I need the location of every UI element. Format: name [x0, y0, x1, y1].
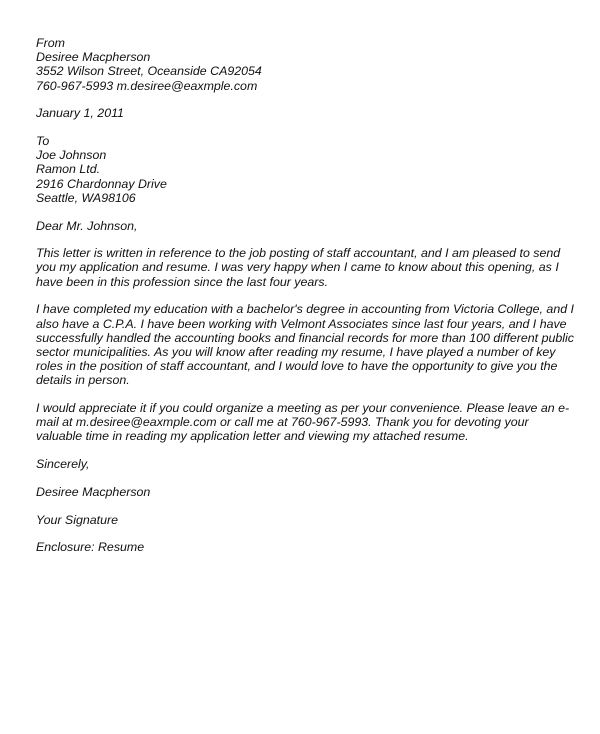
- body-paragraph-2: [36, 302, 576, 387]
- closing: Sincerely,: [36, 457, 90, 472]
- paragraph-line: you my application and resume. I was very happy when I came to know about this opening, as I: [36, 260, 559, 275]
- recipient-block: [36, 134, 576, 205]
- paragraph-line: I have completed my education with a bachelor's degree in accounting from Victoria College, and I: [36, 302, 574, 317]
- signature-block: [36, 513, 576, 527]
- paragraph-line: roles in the position of staff accountant, and I would love to have the opportunity to give you the: [36, 359, 558, 374]
- enclosure-block: [36, 540, 576, 554]
- letter-date: January 1, 2011: [36, 106, 124, 121]
- recipient-name: Joe Johnson: [36, 148, 107, 163]
- recipient-label: To: [36, 134, 50, 149]
- sender-block: [36, 36, 576, 93]
- paragraph-line: valuable time in reading my application letter and viewing my attached resume.: [36, 429, 469, 444]
- paragraph-line: successfully handled the accounting books and financial records for more than 100 different public: [36, 330, 574, 345]
- body-paragraph-3: [36, 401, 576, 444]
- sender-contact: 760-967-5993 m.desiree@eaxmple.com: [36, 78, 258, 93]
- salutation: Dear Mr. Johnson,: [36, 218, 138, 233]
- signer-name: Desiree Macpherson: [36, 484, 151, 499]
- paragraph-line: I would appreciate it if you could organize a meeting as per your convenience. Please leave an e-: [36, 401, 570, 416]
- sender-name: Desiree Macpherson: [36, 50, 151, 65]
- paragraph-line: have been in this profession since the last four years.: [36, 274, 329, 289]
- recipient-street: 2916 Chardonnay Drive: [36, 176, 167, 191]
- signature-placeholder: Your Signature: [36, 512, 118, 527]
- signer-block: [36, 485, 576, 499]
- sender-label: From: [36, 36, 65, 50]
- paragraph-line: This letter is written in reference to the job posting of staff accountant, and I am pleased to send: [36, 246, 561, 261]
- body-paragraph-1: [36, 246, 576, 289]
- recipient-city: Seattle, WA98106: [36, 190, 136, 205]
- paragraph-line: sector municipalities. As you will know after reading my resume, I have played a number of key: [36, 344, 556, 359]
- salutation-block: [36, 219, 576, 233]
- date-block: [36, 106, 576, 120]
- sender-address: 3552 Wilson Street, Oceanside CA92054: [36, 64, 262, 79]
- cover-letter: [36, 36, 576, 554]
- paragraph-line: details in person.: [36, 373, 130, 388]
- paragraph-line: mail at m.desiree@eaxmple.com or call me at 760-967-5993. Thank you for devoting your: [36, 415, 529, 430]
- recipient-company: Ramon Ltd.: [36, 162, 101, 177]
- enclosure-note: Enclosure: Resume: [36, 540, 145, 555]
- closing-block: [36, 457, 576, 471]
- paragraph-line: also have a C.P.A. I have been working with Velmont Associates since last four years, and I have: [36, 316, 567, 331]
